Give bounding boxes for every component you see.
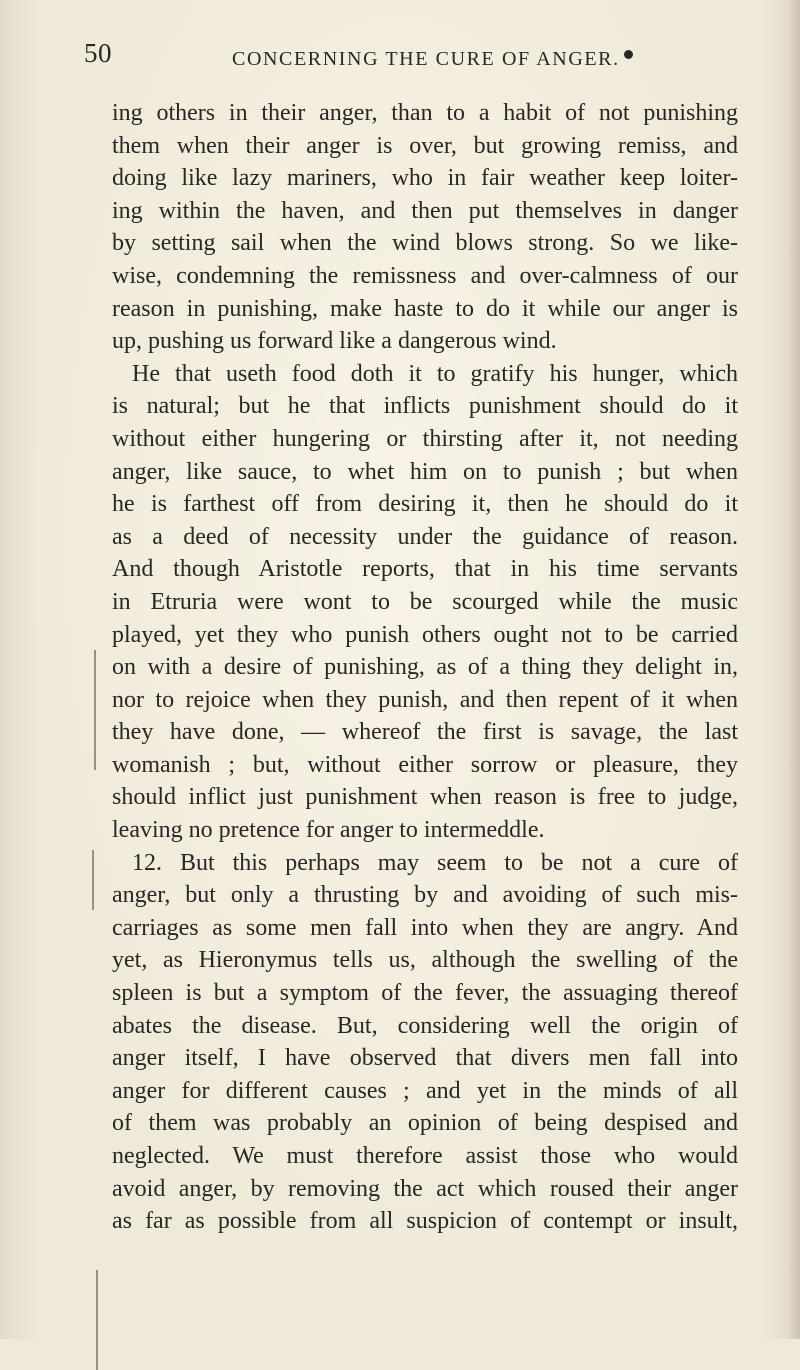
text-line: as a deed of necessity under the guidance of reason. <box>112 523 738 550</box>
text-line: by setting sail when the wind blows strong. So we like- <box>112 230 738 257</box>
text-line: he is farthest off from desiring it, then he should do it <box>112 491 738 518</box>
text-line: anger itself, I have observed that divers men fall into <box>112 1045 738 1072</box>
pencil-mark <box>92 850 94 910</box>
text-line: played, yet they who punish others ought not to be carried <box>112 621 738 648</box>
margin-pencil-marks <box>84 650 104 1070</box>
text-line: is natural; but he that inflicts punishment should do it <box>112 393 738 420</box>
text-line: of them was probably an opinion of being despised and <box>112 1110 738 1137</box>
text-line: doing like lazy mariners, who in fair weather keep loiter- <box>112 165 738 192</box>
text-line: And though Aristotle reports, that in his time servants <box>112 556 738 583</box>
text-line: neglected. We must therefore assist those who would <box>112 1143 738 1169</box>
text-line: womanish ; but, without either sorrow or pleasure, they <box>112 751 738 778</box>
text-line: as far as possible from all suspicion of contempt or insult, <box>112 1208 738 1235</box>
text-line: ing within the haven, and then put themselves in danger <box>112 197 738 224</box>
text-line: they have done, — whereof the first is savage, the last <box>112 719 738 746</box>
running-head: CONCERNING THE CURE OF ANGER. <box>232 48 620 70</box>
text-line: reason in punishing, make haste to do it while our anger is <box>112 295 738 322</box>
text-line: should inflict just punishment when reason is free to judge, <box>112 784 738 811</box>
text-line: avoid anger, by removing the act which roused their anger <box>112 1175 738 1202</box>
paragraph-start-line: 12. But this perhaps may seem to be not a cure of <box>132 849 738 876</box>
text-line: carriages as some men fall into when they are angry. And <box>112 914 738 941</box>
paragraph-start-line: He that useth food doth it to gratify his hunger, which <box>132 360 738 387</box>
pencil-mark <box>96 1270 98 1370</box>
ornament-dot <box>624 50 633 59</box>
page-number: 50 <box>84 38 112 68</box>
text-line: abates the disease. But, considering well the origin of <box>112 1012 738 1039</box>
text-line: anger, but only a thrusting by and avoiding of such mis- <box>112 882 738 909</box>
text-line: leaving no pretence for anger to intermeddle. <box>112 817 545 844</box>
text-line: anger for different causes ; and yet in the minds of all <box>112 1077 738 1104</box>
text-line: up, pushing us forward like a dangerous wind. <box>112 328 557 355</box>
text-line: spleen is but a symptom of the fever, the assuaging thereof <box>112 980 738 1007</box>
text-line: ing others in their anger, than to a habit of not punishing <box>112 100 738 126</box>
text-line: nor to rejoice when they punish, and then repent of it when <box>112 686 738 713</box>
page-header <box>0 38 800 78</box>
text-line: them when their anger is over, but growing remiss, and <box>112 132 738 159</box>
pencil-mark <box>94 650 96 770</box>
body-text <box>112 97 738 1238</box>
text-line: without either hungering or thirsting after it, not needing <box>112 425 738 452</box>
page-edge-shadow <box>786 0 800 1339</box>
text-line: anger, like sauce, to whet him on to punish ; but when <box>112 458 738 485</box>
text-line: on with a desire of punishing, as of a thing they delight in, <box>112 654 738 681</box>
text-line: wise, condemning the remissness and over-calmness of our <box>112 262 738 289</box>
text-line: in Etruria were wont to be scourged while the music <box>112 588 738 615</box>
text-line: yet, as Hieronymus tells us, although the swelling of the <box>112 947 738 974</box>
